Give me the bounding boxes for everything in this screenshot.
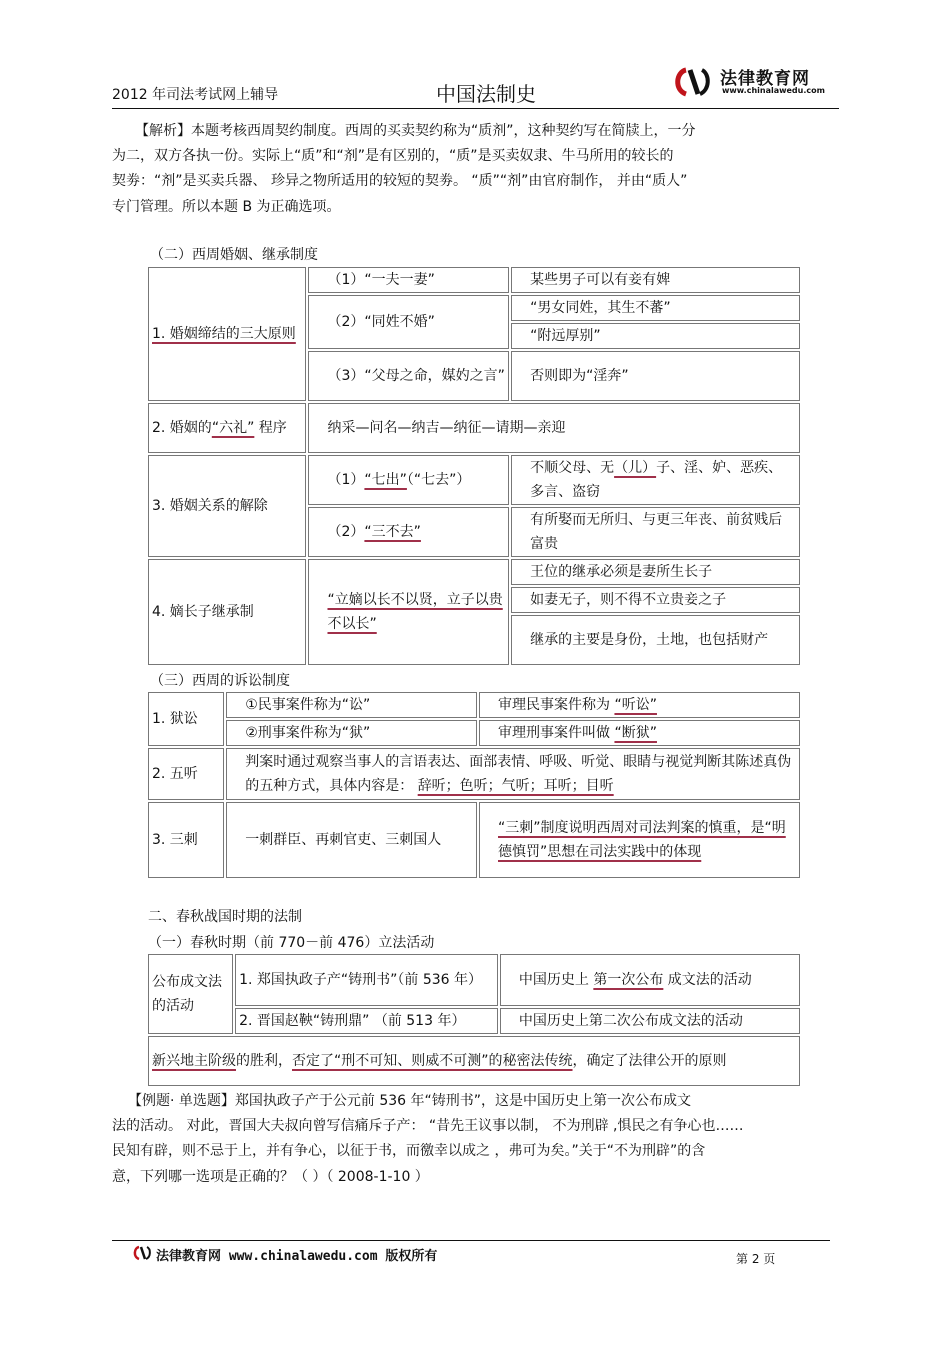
five-hearings-label: 2. 五听 xyxy=(148,748,224,800)
criminal-case-desc xyxy=(479,720,800,746)
section-heading-litigation: （三）西周的诉讼制度 xyxy=(150,673,290,689)
seven-outs xyxy=(308,455,509,505)
civil-case-desc xyxy=(479,692,800,718)
analysis-label: 【解析】 xyxy=(135,123,191,139)
civil-case-desc-u: “听讼” xyxy=(614,697,657,713)
seven-outs-desc-u: （儿） xyxy=(614,460,657,476)
significance-u1: 新兴地主阶级 xyxy=(152,1053,236,1069)
significance-mid: 的胜利， xyxy=(236,1053,292,1069)
criminal-case-desc-pre: 审理刑事案件叫做 xyxy=(498,725,610,741)
example-line-1: 【例题· 单选题】郑国执政子产于公元前 536 年“铸刑书”，这是中国历史上第一次公布成文 xyxy=(128,1093,692,1109)
analysis-line-1 xyxy=(135,120,696,140)
litigation-table xyxy=(146,690,802,880)
example-line-3: 民知有辟，则不忌于上，并有争心，以征于书，而徼幸以成之 ，弗可为矣。”关于“不为刑辟”的含 xyxy=(112,1143,706,1159)
zheng-desc-pre: 中国历史上 xyxy=(518,972,589,988)
zheng-desc-post: 成文法的活动 xyxy=(667,972,752,988)
succession-rule-text: “立嫡以长不以贤，立子以贵不以长” xyxy=(327,592,503,632)
logo-text: 法律教育网 xyxy=(720,69,810,89)
analysis-text-1: 本题考核西周契约制度。西周的买卖契约称为“质剂”，这种契约写在简牍上，一分 xyxy=(191,123,696,139)
principle-monogamy: （1）“一夫一妻” xyxy=(308,267,509,293)
header-divider xyxy=(112,108,839,109)
principle-parents-order: （3）“父母之命，媒妁之言” xyxy=(308,351,509,401)
principle-monogamy-desc: 某些男子可以有妾有婢 xyxy=(511,267,800,293)
three-consults-desc xyxy=(479,802,800,878)
six-rites-label-u: “六礼” xyxy=(211,420,255,436)
seven-outs-desc xyxy=(511,455,800,505)
significance-post: ，确定了法律公开的原则 xyxy=(572,1053,727,1069)
subheading-spring-autumn: （一）春秋时期（前 770－前 476）立法活动 xyxy=(148,935,435,951)
section-heading-marriage: （二）西周婚姻、继承制度 xyxy=(150,247,318,263)
analysis-line-4: 专门管理。所以本题 B 为正确选项。 xyxy=(112,199,341,215)
criminal-case-desc-u: “断狱” xyxy=(614,725,657,741)
marriage-principles-text: 1. 婚姻缔结的三大原则 xyxy=(152,326,296,342)
three-no-divorce-pre: （2） xyxy=(327,524,365,540)
five-hearings-desc-u: 辞听；色听；气听；耳听；目听 xyxy=(417,778,614,794)
marriage-table xyxy=(146,265,802,667)
divorce-label: 3. 婚姻关系的解除 xyxy=(148,455,306,557)
example-line-4: 意，下列哪一选项是正确的？（ ）（ 2008-1-10 ） xyxy=(112,1169,429,1185)
succession-desc-1: 王位的继承必须是妻所生长子 xyxy=(511,559,800,585)
header-course: 2012 年司法考试网上辅导 xyxy=(112,87,279,103)
principle-same-surname-desc-1: “男女同姓，其生不蕃” xyxy=(511,295,800,321)
six-rites-label-a: 2. 婚姻的 xyxy=(152,420,212,436)
succession-desc-3: 继承的主要是身份，土地，也包括财产 xyxy=(511,615,800,665)
principle-same-surname-desc-2: “附远厚别” xyxy=(511,323,800,349)
legislation-significance xyxy=(148,1036,800,1086)
jin-penal-tripod: 2. 晋国赵鞅“铸刑鼎” （前 513 年） xyxy=(235,1008,498,1034)
seven-outs-desc-post: 子、淫、妒、恶疾、多言、盗窃 xyxy=(530,460,783,500)
seven-outs-u: “七出” xyxy=(364,472,407,488)
six-rites-label-b: 程序 xyxy=(258,420,287,436)
zheng-penal-book: 1. 郑国执政子产“铸刑书”（前 536 年） xyxy=(235,954,498,1006)
seven-outs-post: （“七去”） xyxy=(406,472,471,488)
footer-copyright: 法律教育网 www.chinalawedu.com 版权所有 xyxy=(156,1249,438,1264)
footer-divider xyxy=(112,1240,830,1241)
six-rites-label xyxy=(148,403,306,453)
civil-case-desc-pre: 审理民事案件称为 xyxy=(498,697,610,713)
three-no-divorce-desc: 有所娶而无所归、与更三年丧、前贫贱后富贵 xyxy=(511,507,800,557)
analysis-line-2: 为二，双方各执一份。实际上“质”和“剂”是有区别的，“质”是买卖奴隶、牛马所用的较长的 xyxy=(112,148,674,164)
succession-label: 4. 嫡长子继承制 xyxy=(148,559,306,665)
three-consults: 一刺群臣、再刺官吏、三刺国人 xyxy=(226,802,477,878)
zheng-penal-book-desc xyxy=(500,954,800,1006)
legislation-label: 公布成文法的活动 xyxy=(148,954,233,1034)
principle-parents-order-desc: 否则即为“淫奔” xyxy=(511,351,800,401)
succession-rule xyxy=(308,559,509,665)
seven-outs-desc-pre: 不顺父母、无 xyxy=(530,460,615,476)
legislation-table xyxy=(146,952,802,1088)
marriage-principles-label xyxy=(148,267,306,401)
three-no-divorce xyxy=(308,507,509,557)
analysis-line-3: 契劵：“剂”是买卖兵器、 珍异之物所适用的较短的契劵。 “质”“剂”由官府制作， 并由“质人” xyxy=(112,173,688,189)
three-consults-label: 3. 三刺 xyxy=(148,802,224,878)
logo-url: www.chinalawedu.com xyxy=(722,86,825,95)
principle-same-surname: （2）“同姓不婚” xyxy=(308,295,509,349)
footer-logo-icon xyxy=(132,1245,152,1261)
succession-desc-2: 如妻无子，则不得不立贵妾之子 xyxy=(511,587,800,613)
part-heading-spring-autumn: 二、春秋战国时期的法制 xyxy=(148,909,302,925)
three-consults-desc-text: “三刺”制度说明西周对司法判案的慎重，是“明德慎罚”思想在司法实践中的体现 xyxy=(498,820,786,860)
three-no-divorce-u: “三不去” xyxy=(364,524,421,540)
example-line-2: 法的活动。 对此，晋国大夫叔向曾写信痛斥子产： “昔先王议事以制， 不为刑辟 ,惧民之有争心也…… xyxy=(112,1118,744,1134)
zheng-desc-u: 第一次公布 xyxy=(593,972,664,988)
civil-case: ①民事案件称为“讼” xyxy=(226,692,477,718)
page-number: 第 2 页 xyxy=(736,1252,776,1266)
six-rites-desc: 纳采—问名—纳吉—纳征—请期—亲迎 xyxy=(308,403,800,453)
litigation-label: 1. 狱讼 xyxy=(148,692,224,746)
significance-u2: 否定了“刑不可知、则威不可测”的秘密法传统 xyxy=(292,1053,573,1069)
five-hearings-desc xyxy=(226,748,800,800)
five-hearings-desc-pre: 判案时通过观察当事人的言语表达、面部表情、呼吸、听觉、眼睛与视觉判断其陈述真伪的五种方式，具体内容是： xyxy=(245,754,792,794)
jin-penal-tripod-desc: 中国历史上第二次公布成文法的活动 xyxy=(500,1008,800,1034)
seven-outs-pre: （1） xyxy=(327,472,365,488)
logo-icon xyxy=(672,66,712,98)
page-title: 中国法制史 xyxy=(436,82,536,106)
criminal-case: ②刑事案件称为“狱” xyxy=(226,720,477,746)
